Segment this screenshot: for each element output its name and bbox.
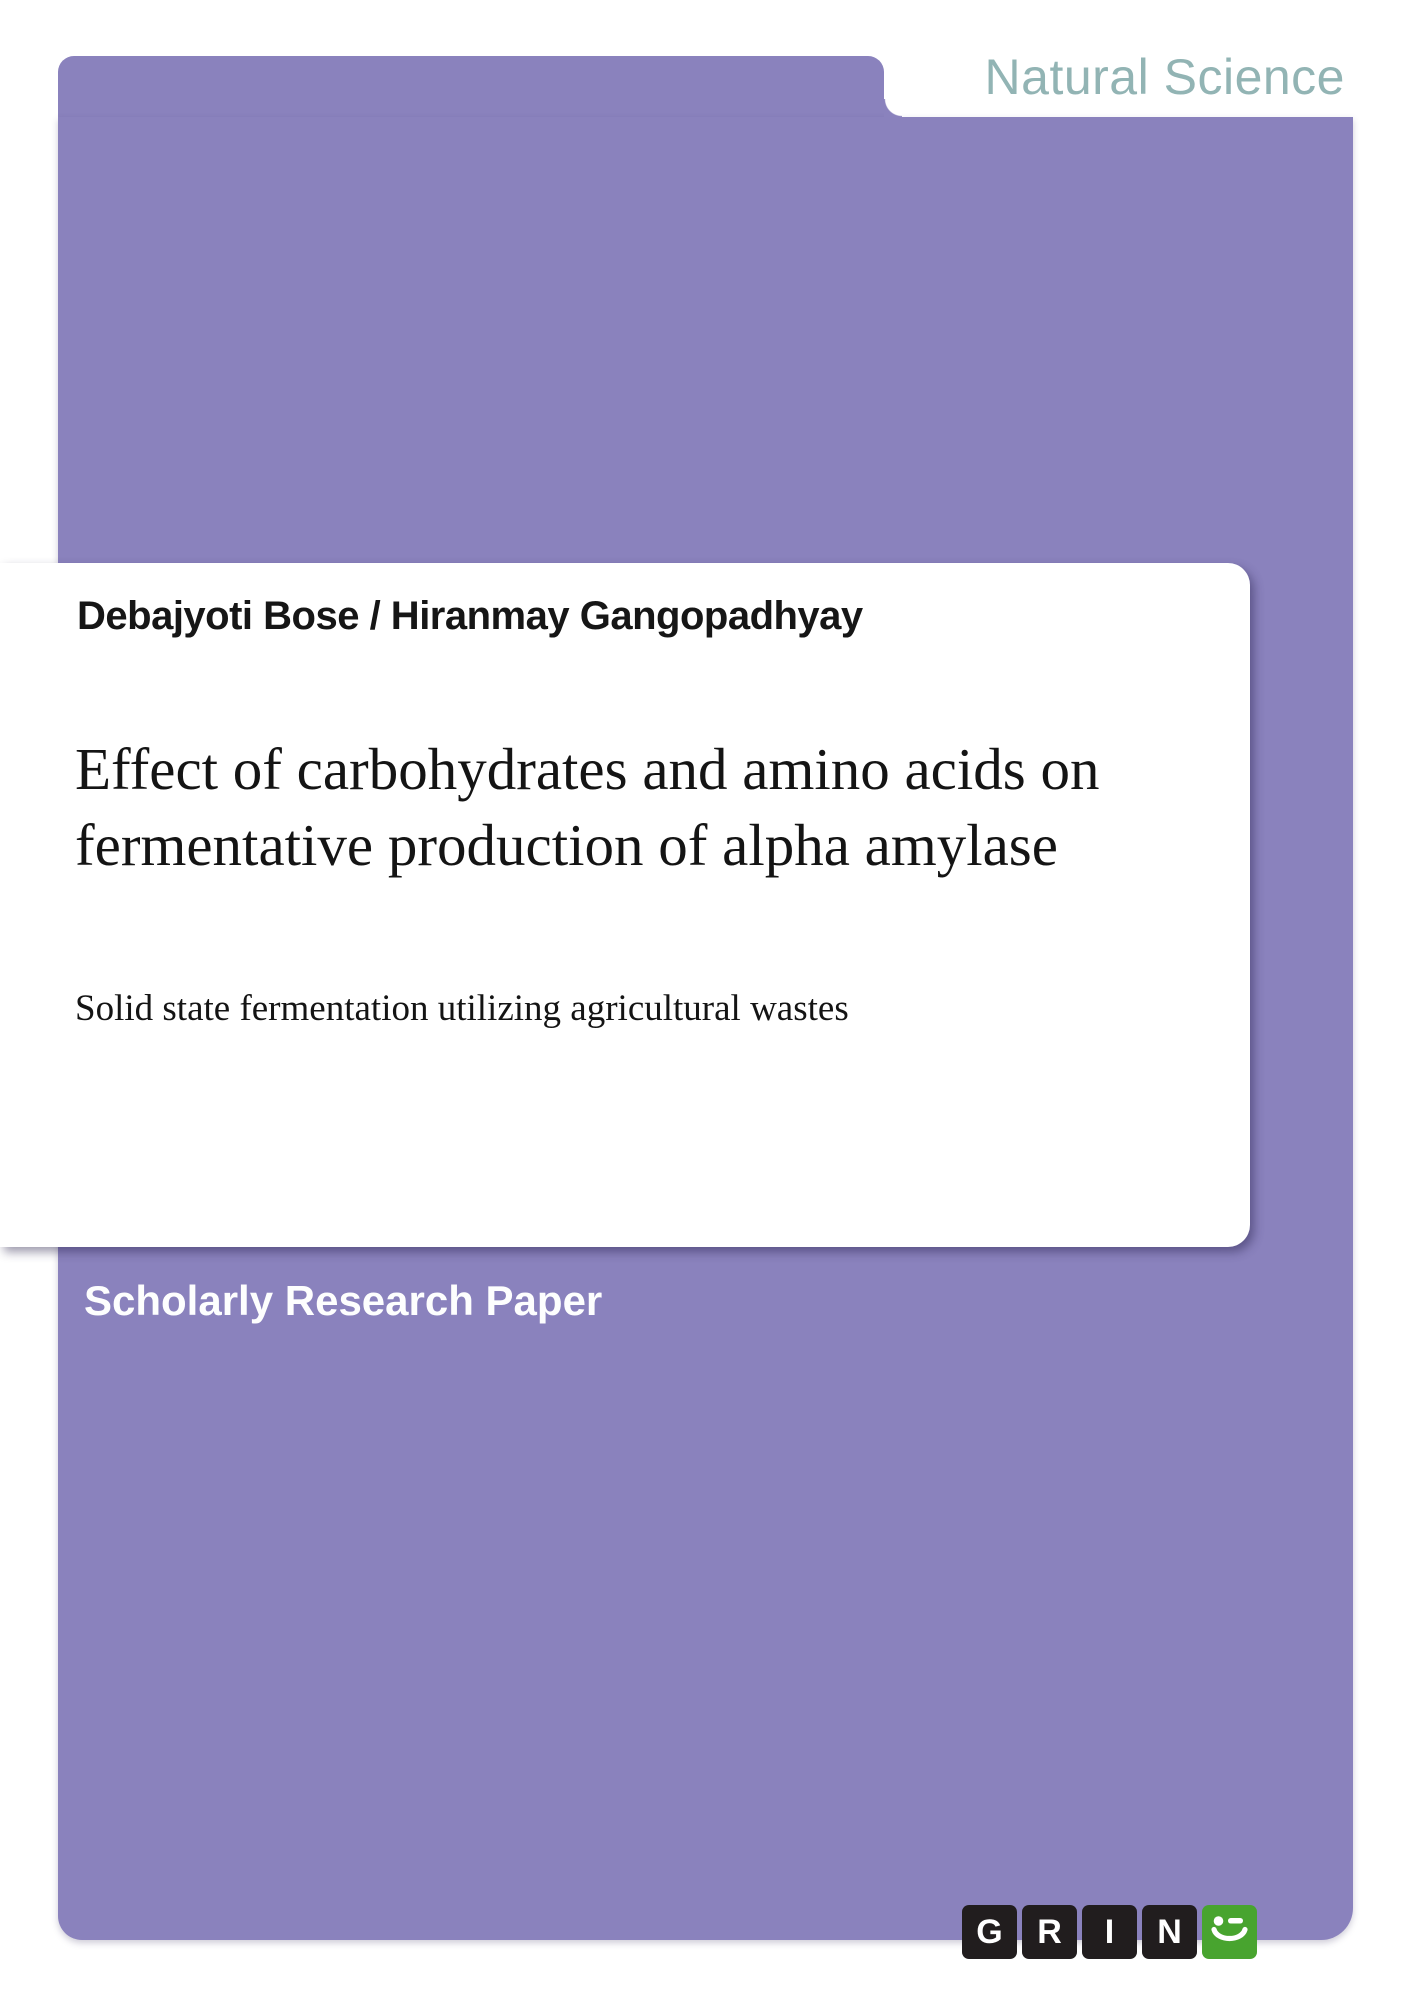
panel-corner-fillet <box>884 99 902 117</box>
authors-line: Debajyoti Bose / Hiranmay Gangopadhyay <box>77 594 863 638</box>
grin-logo-letter-r: R <box>1022 1905 1077 1959</box>
paper-type-label: Scholarly Research Paper <box>84 1277 603 1324</box>
grin-logo-letter-i: I <box>1082 1905 1137 1959</box>
winking-smiley-icon <box>1202 1905 1257 1959</box>
grin-logo-letter-n: N <box>1142 1905 1197 1959</box>
document-subtitle: Solid state fermentation utilizing agricultural wastes <box>75 988 849 1029</box>
grin-logo-letter-g: G <box>962 1905 1017 1959</box>
document-title: Effect of carbohydrates and amino acids on fermentative production of alpha amylase <box>75 736 1100 878</box>
grin-logo <box>962 1905 1257 1959</box>
title-card <box>0 563 1250 1247</box>
category-label: Natural Science <box>984 49 1345 105</box>
